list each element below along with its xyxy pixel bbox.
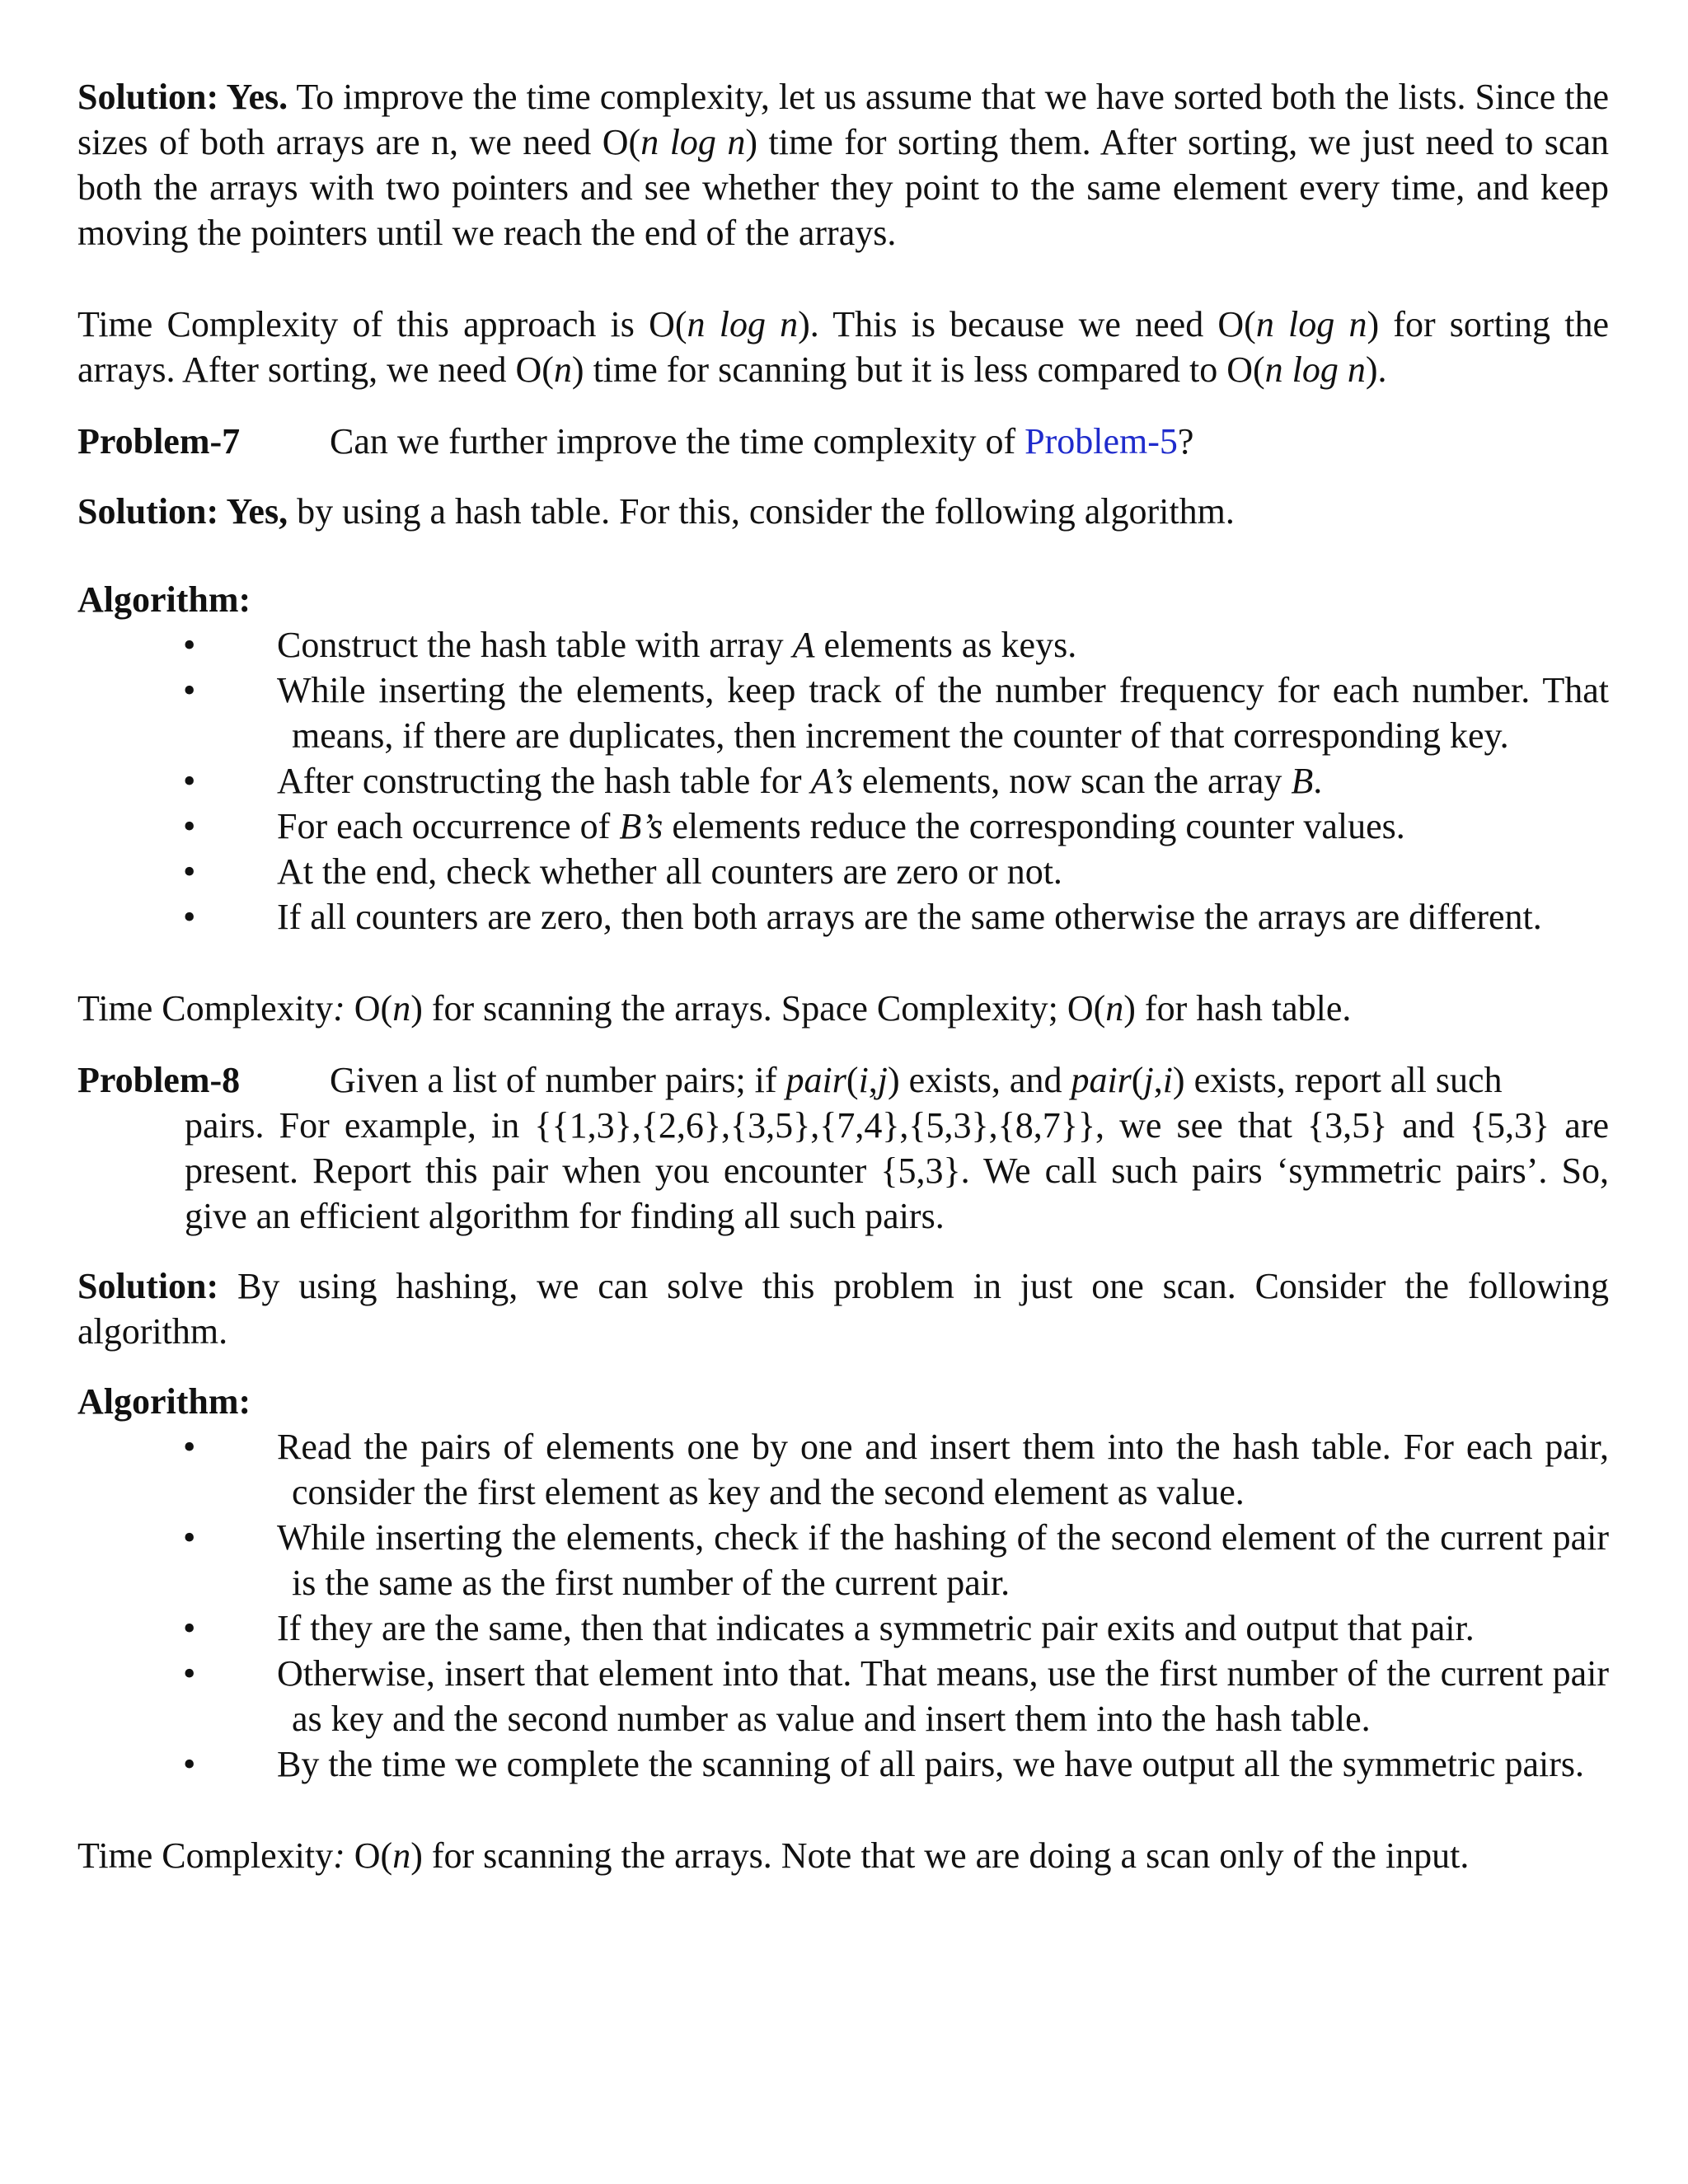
- solution-label: Solution: Yes.: [77, 77, 288, 117]
- list-item: • Construct the hash table with array A elements as keys.: [77, 622, 1609, 668]
- problem-8: [77, 1057, 1609, 1239]
- list-item: • By the time we complete the scanning of all pairs, we have output all the symmetric pairs.: [77, 1741, 1609, 1787]
- solution-8-paragraph: Solution: By using hashing, we can solve this problem in just one scan. Consider the following algorithm.: [77, 1266, 1609, 1352]
- problem-8-label: Problem-8: [77, 1060, 241, 1100]
- list-item: • Read the pairs of elements one by one and insert them into the hash table. For each pair, consider the first element as key and the second element as value.: [77, 1424, 1609, 1515]
- algorithm-list: [77, 622, 1609, 940]
- list-item: • While inserting the elements, check if the hashing of the second element of the current pair is the same as the first number of the current pair.: [77, 1515, 1609, 1605]
- bullet-icon: •: [183, 625, 196, 665]
- list-item: • If all counters are zero, then both arrays are the same otherwise the arrays are different.: [77, 894, 1609, 940]
- problem-8-first-line: Problem-8 Given a list of number pairs; if pair(i,j) exists, and pair(j,i) exists, report all such: [77, 1057, 1609, 1103]
- algorithm-list: [77, 1424, 1609, 1787]
- list-item: • If they are the same, then that indicates a symmetric pair exits and output that pair.: [77, 1605, 1609, 1651]
- bullet-icon: •: [183, 897, 196, 937]
- bullet-icon: •: [183, 1517, 196, 1558]
- bullet-icon: •: [183, 851, 196, 892]
- bullet-icon: •: [183, 806, 196, 846]
- bullet-icon: •: [183, 670, 196, 710]
- algorithm-heading: Algorithm:: [77, 1381, 251, 1422]
- solution-label: Solution:: [77, 1266, 219, 1306]
- bullet-icon: •: [183, 1608, 196, 1648]
- list-item: • For each occurrence of B’s elements reduce the corresponding counter values.: [77, 804, 1609, 849]
- bullet-icon: •: [183, 1744, 196, 1784]
- list-item: • After constructing the hash table for A’s elements, now scan the array B.: [77, 758, 1609, 804]
- problem-7-label: Problem-7: [77, 421, 241, 462]
- problem-7: [77, 419, 1609, 464]
- solution-label: Solution: Yes,: [77, 491, 288, 532]
- solution-7-paragraph: Solution: Yes, by using a hash table. For this, consider the following algorithm.: [77, 491, 1235, 532]
- list-item: • While inserting the elements, keep track of the number frequency for each number. That means, if there are duplicates, then increment the counter of that corresponding key.: [77, 668, 1609, 758]
- solution-6-paragraph: Solution: Yes. To improve the time complexity, let us assume that we have sorted both the lists. Since the sizes of both arrays are n, we need O(n log n) time for sorting them. After sorting, we just need to scan both the arrays with two pointers and see whether they point to the same element every time, and keep moving the pointers until we reach the end of the arrays.: [77, 77, 1609, 253]
- time-complexity-paragraph: Time Complexity of this approach is O(n log n). This is because we need O(n log n) for sorting the arrays. After sorting, we need O(n) time for scanning but it is less compared to O(n log n).: [77, 304, 1609, 390]
- problem-7-text: Can we further improve the time complexity of Problem-5?: [330, 421, 1194, 462]
- bullet-icon: •: [183, 1427, 196, 1467]
- list-item: • At the end, check whether all counters are zero or not.: [77, 849, 1609, 894]
- problem-5-link[interactable]: Problem-5: [1025, 421, 1178, 462]
- problem-8-text: pairs. For example, in {{1,3},{2,6},{3,5},{7,4},{5,3},{8,7}}, we see that {3,5} and {5,3} are present. Report this pair when you encounter {5,3}. We call such pairs ‘symmetric pairs’. So, give an efficient algorithm for finding all such pairs.: [185, 1105, 1609, 1236]
- bullet-icon: •: [183, 1653, 196, 1694]
- complexity-paragraph: Time Complexity: O(n) for scanning the arrays. Space Complexity; O(n) for hash table.: [77, 988, 1352, 1029]
- list-item: • Otherwise, insert that element into that. That means, use the first number of the current pair as key and the second number as value and insert them into the hash table.: [77, 1651, 1609, 1741]
- complexity-paragraph: Time Complexity: O(n) for scanning the arrays. Note that we are doing a scan only of the input.: [77, 1835, 1470, 1876]
- algorithm-heading: Algorithm:: [77, 579, 251, 620]
- bullet-icon: •: [183, 761, 196, 801]
